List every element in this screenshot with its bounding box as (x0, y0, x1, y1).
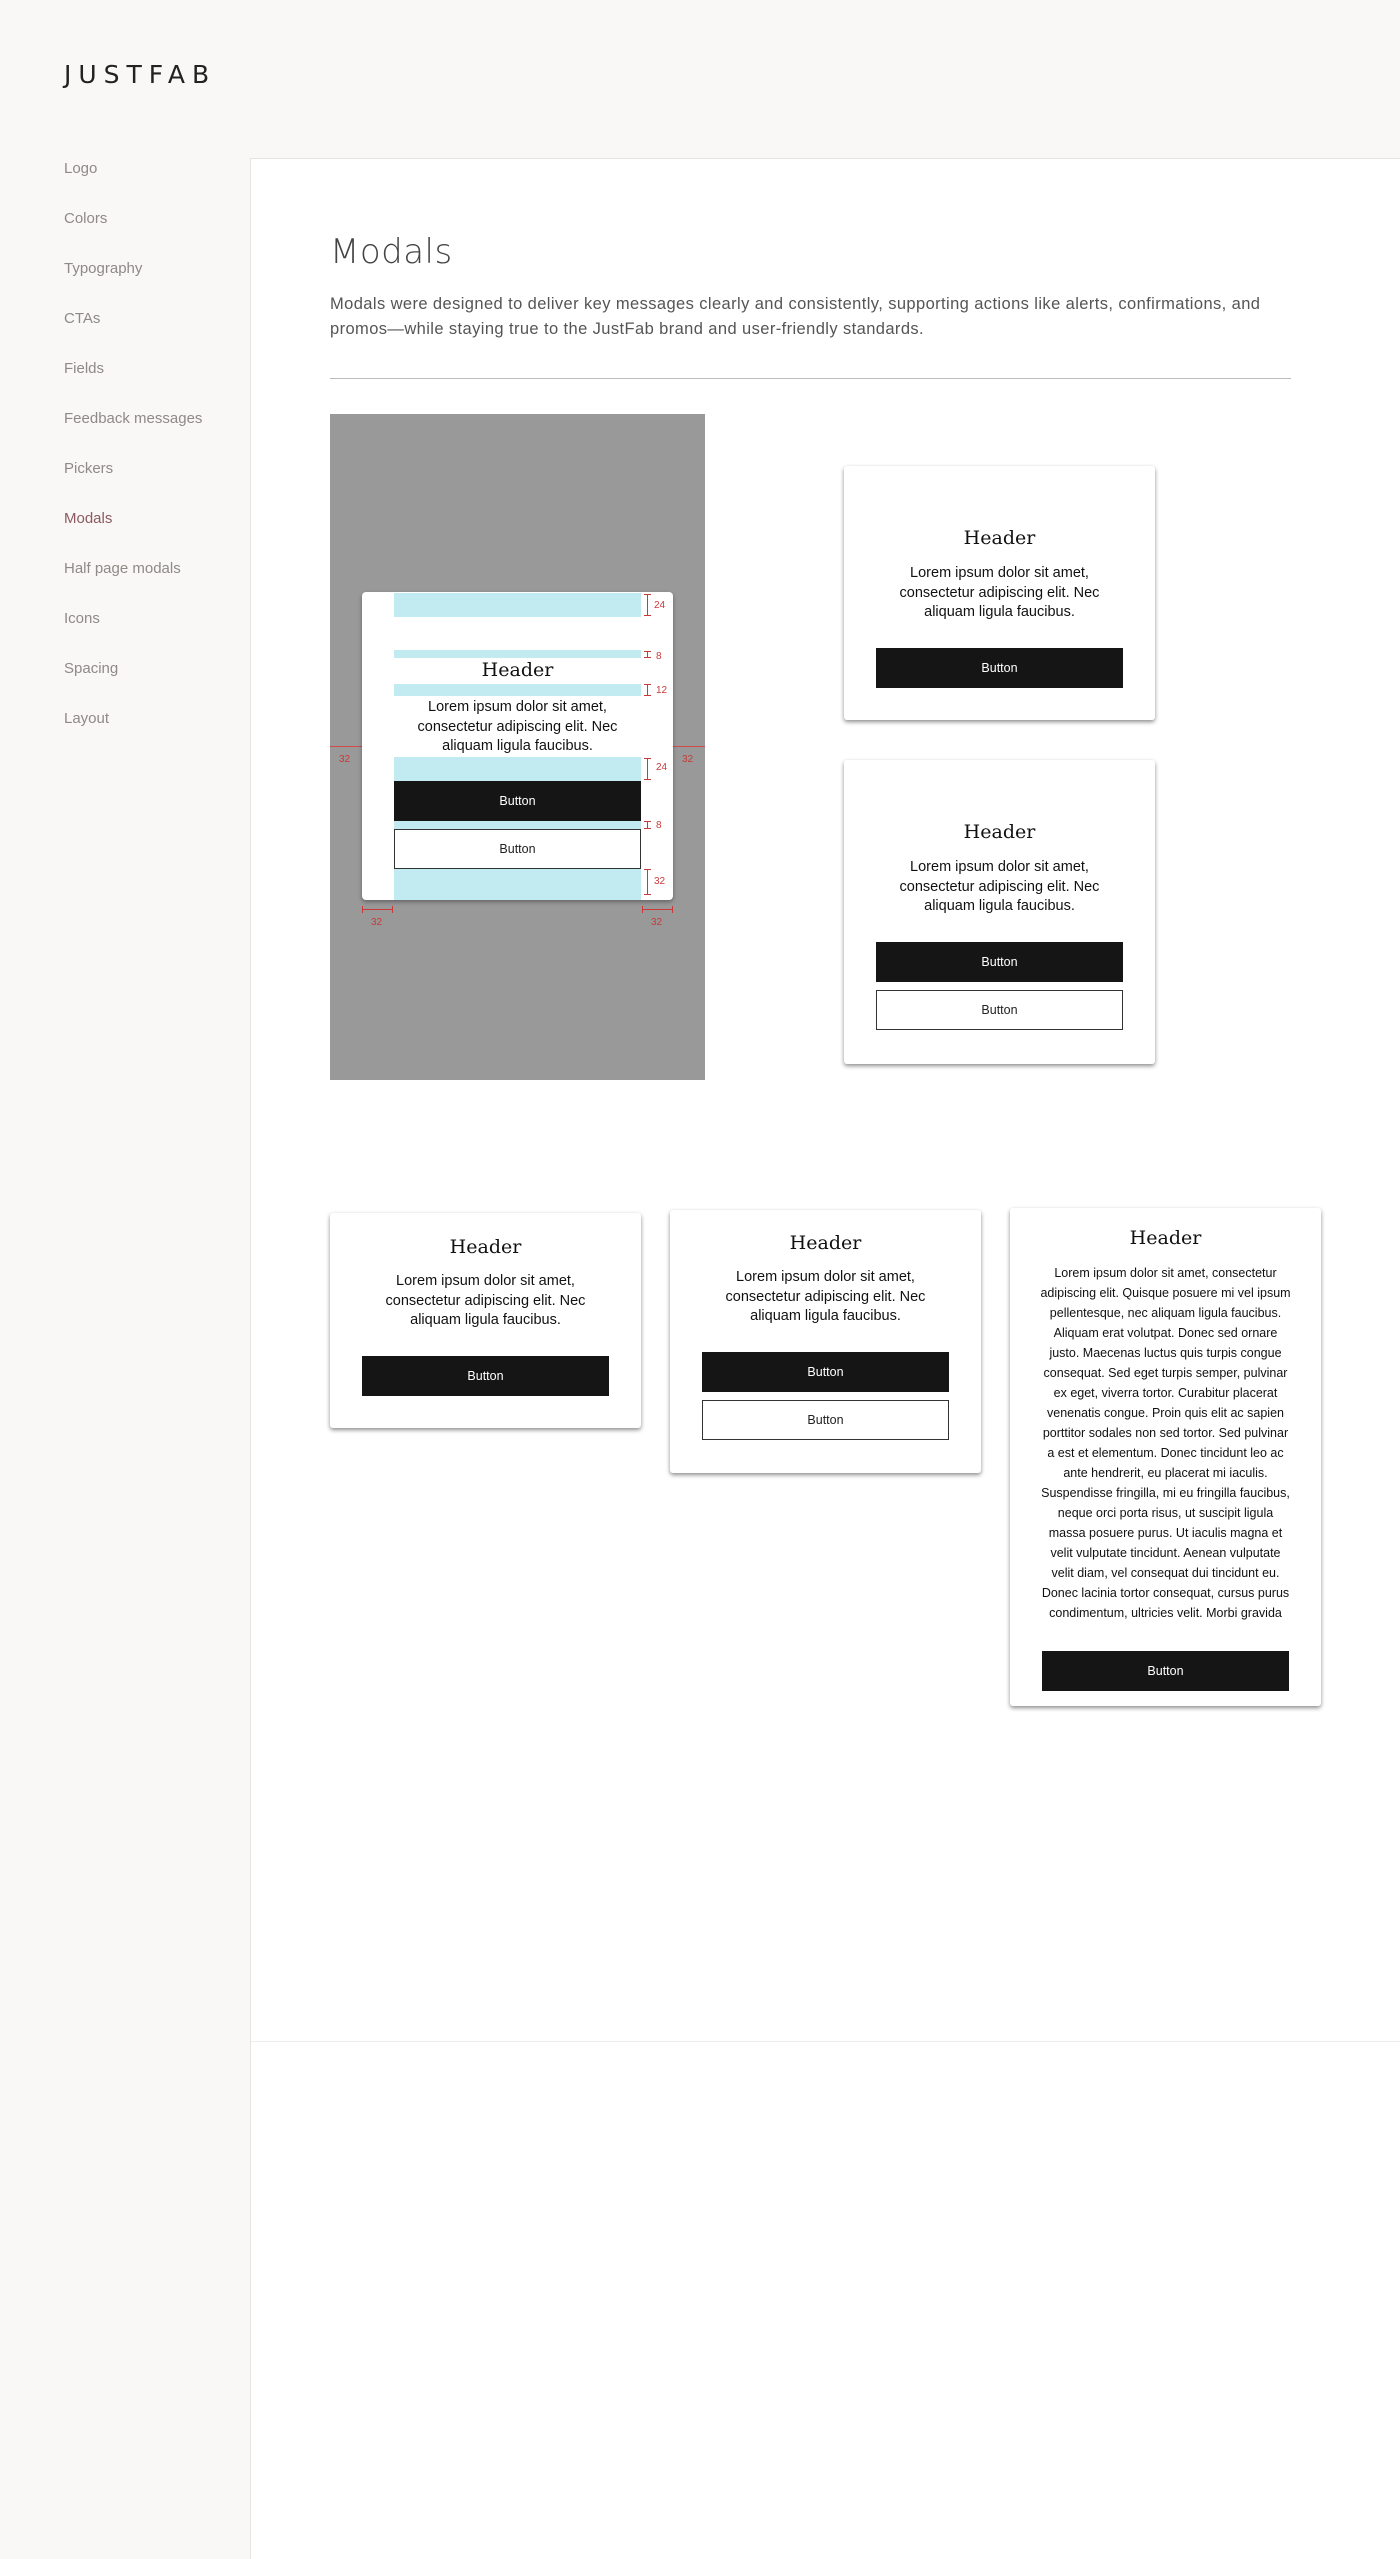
sidebar-item-half-page-modals[interactable]: Half page modals (64, 560, 181, 577)
dim-label-bottom: 32 (654, 876, 666, 887)
modal-header: Header (963, 527, 1036, 549)
modal-body: Lorem ipsum dolor sit amet, consectetur adipiscing elit. Nec aliquam ligula faucibus. (899, 565, 1100, 620)
modal-header: Header (449, 1236, 522, 1258)
dim-label-body: 12 (656, 685, 668, 696)
dim-label-pad-left: 32 (371, 917, 383, 928)
dim-marker-bottom (644, 869, 651, 895)
spacing-band-buttons (394, 757, 641, 781)
dim-marker-header (644, 651, 651, 658)
modal-body: Lorem ipsum dolor sit amet, consectetur adipiscing elit. Quisque posuere mi vel ipsum pellentesque, nec aliquam ligula faucibus. Aliquam erat volutpat. Donec sed ornare justo. Maecenas luctus quis turpis congue consequat. Sed eget turpis semper, pulvinar ex eget, viverra tortor. Curabitur placerat venenatis congue. Proin quis elit ac sapien porttitor sodales non sed tortor. Sed pulvinar a est et elementum. Donec tincidunt leo ac ante hendrerit, eu placerat mi iaculis. Suspendisse fringilla, mi eu fringilla faucibus, neque orci porta risus, ut suscipit ligula massa posuere purus. Ut iaculis magna et velit vulputate tincidunt. Aenean vulputate velit diam, vel consequat dui tincidunt eu. Donec lacinia tortor consequat, cursus purus condimentum, ultricies velit. Morbi gravida (1040, 1266, 1291, 1620)
modal-body: Lorem ipsum dolor sit amet, consectetur adipiscing elit. Nec aliquam ligula faucibus. (899, 859, 1100, 914)
spec-modal-body: Lorem ipsum dolor sit amet, consectetur adipiscing elit. Nec aliquam ligula faucibus. (417, 699, 618, 754)
page-title: Modals (330, 232, 453, 272)
modal-body: Lorem ipsum dolor sit amet, consectetur adipiscing elit. Nec aliquam ligula faucibus. (725, 1269, 926, 1324)
modal-two-buttons (844, 760, 1155, 1064)
dim-marker-top (644, 594, 651, 616)
dim-label-buttons: 24 (656, 762, 668, 773)
modal-header: Header (1129, 1227, 1202, 1249)
sidebar-item-fields[interactable]: Fields (64, 360, 105, 377)
dim-label-side-left: 32 (339, 754, 351, 765)
spacing-band-bottom (394, 869, 641, 900)
modal-primary-button[interactable]: Button (362, 1356, 609, 1396)
modal-scroll-body[interactable] (1040, 1263, 1291, 1635)
spec-primary-button[interactable]: Button (394, 781, 641, 821)
modal-primary-button[interactable]: Button (876, 942, 1123, 982)
justfab-logo[interactable]: JUSTFAB (64, 60, 217, 89)
modal-primary-button[interactable]: Button (702, 1352, 949, 1392)
sidebar-item-spacing[interactable]: Spacing (64, 660, 119, 677)
modal-header: Header (963, 821, 1036, 843)
sidebar-item-icons[interactable]: Icons (64, 610, 100, 627)
spec-modal-header: Header (481, 659, 554, 681)
sidebar-item-logo[interactable]: Logo (64, 160, 98, 177)
modal-single-button (844, 466, 1155, 720)
sidebar-nav (64, 156, 244, 756)
sidebar-item-pickers[interactable]: Pickers (64, 460, 114, 477)
sidebar-item-ctas[interactable]: CTAs (64, 310, 101, 327)
dim-marker-body (644, 684, 651, 696)
dim-label-side-right: 32 (682, 754, 694, 765)
spec-secondary-button[interactable]: Button (394, 829, 641, 869)
modal-secondary-button[interactable]: Button (876, 990, 1123, 1030)
modal-two-buttons-small (670, 1210, 981, 1473)
modal-header: Header (789, 1232, 862, 1254)
page-description: Modals were designed to deliver key messages clearly and consistently, supporting actions like alerts, confirmations, and promos—while staying true to the JustFab brand and user-friendly standards. (330, 295, 1261, 338)
sidebar-item-modals[interactable]: Modals (64, 510, 113, 527)
dim-label-top: 24 (654, 600, 666, 611)
dim-marker-pad-right (642, 906, 673, 913)
sidebar-item-feedback-messages[interactable]: Feedback messages (64, 410, 203, 427)
spacing-band-body (394, 684, 641, 696)
spacing-band-top (394, 593, 641, 617)
modal-scrolling-content (1010, 1208, 1321, 1706)
modal-primary-button[interactable]: Button (876, 648, 1123, 688)
dim-label-header: 8 (656, 651, 662, 662)
scroll-fade (1040, 1627, 1291, 1635)
dim-label-pad-right: 32 (651, 917, 663, 928)
sidebar-item-colors[interactable]: Colors (64, 210, 108, 227)
sidebar-item-layout[interactable]: Layout (64, 710, 110, 727)
dim-marker-button-gap (644, 821, 651, 829)
sidebar-item-typography[interactable]: Typography (64, 260, 143, 277)
spacing-band-button-gap (394, 821, 641, 829)
divider (330, 378, 1291, 379)
dim-marker-buttons (644, 758, 651, 780)
modal-primary-button[interactable]: Button (1042, 1651, 1289, 1691)
modal-secondary-button[interactable]: Button (702, 1400, 949, 1440)
spacing-band-header (394, 650, 641, 658)
dim-label-button-gap: 8 (656, 820, 662, 831)
dim-marker-pad-left (362, 906, 393, 913)
content-panel-footer (250, 2041, 1400, 2559)
modal-single-button-small (330, 1213, 641, 1428)
modal-body: Lorem ipsum dolor sit amet, consectetur adipiscing elit. Nec aliquam ligula faucibus. (385, 1273, 586, 1328)
